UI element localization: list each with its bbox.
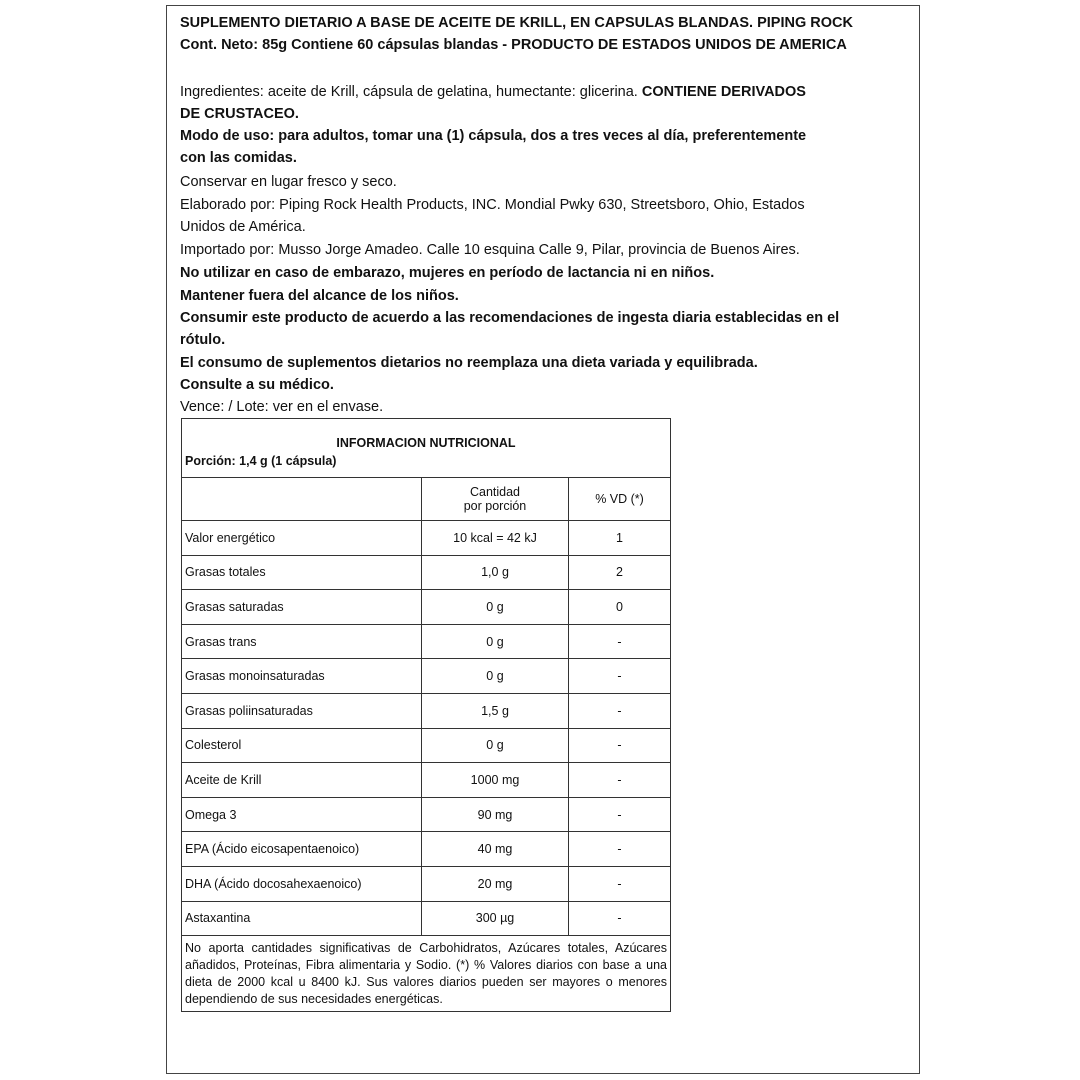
table-row — [182, 763, 671, 798]
table-row — [182, 832, 671, 867]
consume-line-2: rótulo. — [180, 332, 226, 348]
allergen-warning-cont: DE CRUSTACEO. — [180, 106, 299, 122]
table-row — [182, 555, 671, 590]
nutrient-vd: 2 — [569, 555, 671, 590]
nutrient-name: Grasas saturadas — [182, 590, 422, 625]
ingredients-text: Ingredientes: aceite de Krill, cápsula de gelatina, humectante: glicerina. — [180, 84, 642, 100]
table-row — [182, 901, 671, 936]
nutrition-title: INFORMACION NUTRICIONAL — [336, 436, 516, 450]
portion-size: Porción: 1,4 g (1 cápsula) — [185, 454, 337, 468]
column-header-nutrient — [182, 478, 422, 521]
nutrient-amount: 0 g — [422, 624, 569, 659]
column-header-vd: % VD (*) — [569, 478, 671, 521]
nutrient-name: Grasas trans — [182, 624, 422, 659]
nutrient-vd: - — [569, 659, 671, 694]
doctor-note: Consulte a su médico. — [180, 377, 334, 393]
pregnancy-warning: No utilizar en caso de embarazo, mujeres en período de lactancia ni en niños. — [180, 265, 715, 281]
table-row — [182, 659, 671, 694]
footnote-row — [182, 936, 671, 1012]
net-content: Cont. Neto: 85g Contiene 60 cápsulas blandas - PRODUCTO DE ESTADOS UNIDOS DE AMERICA — [180, 37, 847, 53]
nutrient-name: Grasas monoinsaturadas — [182, 659, 422, 694]
diet-note: El consumo de suplementos dietarios no reemplaza una dieta variada y equilibrada. — [180, 355, 758, 371]
column-header-amount-1: Cantidad — [469, 485, 521, 499]
nutrient-amount: 0 g — [422, 590, 569, 625]
nutrient-name: Omega 3 — [182, 797, 422, 832]
nutrient-amount: 10 kcal = 42 kJ — [422, 521, 569, 556]
nutrient-vd: - — [569, 693, 671, 728]
importer-text: Importado por: Musso Jorge Amadeo. Calle 10 esquina Calle 9, Pilar, provincia de Buenos Aires. — [180, 242, 800, 258]
nutrient-amount: 90 mg — [422, 797, 569, 832]
nutrition-header-row — [182, 419, 671, 478]
nutrient-amount: 300 µg — [422, 901, 569, 936]
column-header-amount — [422, 478, 569, 521]
nutrient-vd: 0 — [569, 590, 671, 625]
nutrient-amount: 1,0 g — [422, 555, 569, 590]
nutrient-vd: - — [569, 866, 671, 901]
storage-text: Conservar en lugar fresco y seco. — [180, 174, 397, 190]
column-header-row — [182, 478, 671, 521]
table-row — [182, 624, 671, 659]
nutrient-vd: - — [569, 832, 671, 867]
usage-line-2: con las comidas. — [180, 150, 297, 166]
nutrient-name: Grasas totales — [182, 555, 422, 590]
nutrition-table — [181, 418, 671, 1012]
nutrient-amount: 1000 mg — [422, 763, 569, 798]
consume-line-1: Consumir este producto de acuerdo a las recomendaciones de ingesta diaria establecidas en el — [180, 310, 840, 326]
nutrient-vd: - — [569, 797, 671, 832]
nutrient-name: Colesterol — [182, 728, 422, 763]
nutrient-vd: - — [569, 901, 671, 936]
nutrient-amount: 0 g — [422, 659, 569, 694]
table-row — [182, 797, 671, 832]
children-warning: Mantener fuera del alcance de los niños. — [180, 288, 459, 304]
manufacturer-line-2: Unidos de América. — [180, 219, 306, 235]
nutrient-name: EPA (Ácido eicosapentaenoico) — [182, 832, 422, 867]
nutrient-amount: 40 mg — [422, 832, 569, 867]
nutrient-name: DHA (Ácido docosahexaenoico) — [182, 866, 422, 901]
nutrient-name: Aceite de Krill — [182, 763, 422, 798]
expiry-text: Vence: / Lote: ver en el envase. — [180, 399, 384, 415]
table-row — [182, 590, 671, 625]
nutrient-amount: 0 g — [422, 728, 569, 763]
table-row — [182, 728, 671, 763]
nutrient-vd: - — [569, 624, 671, 659]
nutrient-vd: - — [569, 728, 671, 763]
table-row — [182, 521, 671, 556]
nutrient-vd: - — [569, 763, 671, 798]
nutrient-name: Astaxantina — [182, 901, 422, 936]
nutrient-amount: 1,5 g — [422, 693, 569, 728]
nutrition-footnote: No aporta cantidades significativas de Carbohidratos, Azúcares totales, Azúcares añadidos, Proteínas, Fibra alimentaria y Sodio. (*) % Valores diarios con base a una dieta de 2000 kcal u 8400 kJ. Sus valores diarios pueden ser mayores o menores dependiendo de sus necesidades energéticas. — [182, 936, 671, 1012]
usage-line-1: Modo de uso: para adultos, tomar una (1) cápsula, dos a tres veces al día, preferentemente — [180, 128, 807, 144]
nutrition-header — [182, 419, 671, 478]
table-row — [182, 693, 671, 728]
manufacturer-line-1: Elaborado por: Piping Rock Health Products, INC. Mondial Pwky 630, Streetsboro, Ohio, Estados — [180, 197, 805, 213]
nutrient-name: Valor energético — [182, 521, 422, 556]
nutrient-vd: 1 — [569, 521, 671, 556]
nutrient-name: Grasas poliinsaturadas — [182, 693, 422, 728]
ingredients-line — [180, 81, 910, 103]
table-row — [182, 866, 671, 901]
nutrition-rows — [182, 521, 671, 936]
allergen-warning: CONTIENE DERIVADOS — [641, 84, 806, 100]
column-header-amount-2: por porción — [463, 499, 527, 513]
nutrient-amount: 20 mg — [422, 866, 569, 901]
product-title: SUPLEMENTO DIETARIO A BASE DE ACEITE DE KRILL, EN CAPSULAS BLANDAS. PIPING ROCK — [180, 15, 853, 31]
